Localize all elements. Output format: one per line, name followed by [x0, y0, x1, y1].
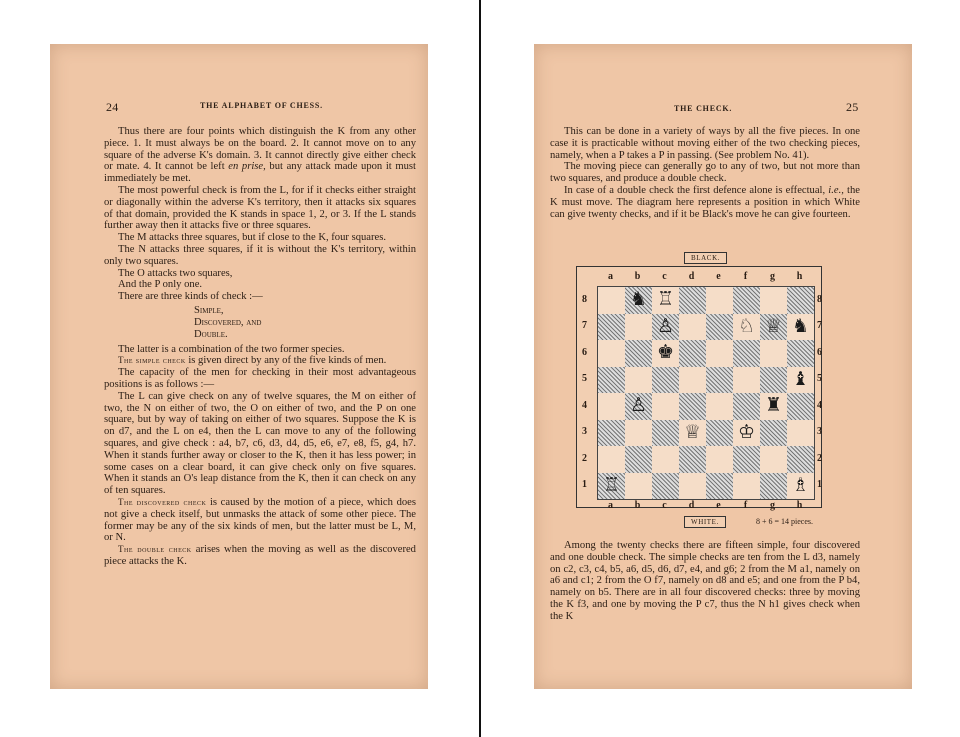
board-square-h4	[787, 393, 814, 420]
board-square-e3	[706, 420, 733, 447]
board-square-d2	[679, 446, 706, 473]
left-page-number: 24	[106, 100, 119, 114]
rank-label: 3	[817, 426, 822, 438]
file-label: h	[796, 500, 803, 511]
board-square-a8	[598, 287, 625, 314]
right-page-body-bottom	[550, 540, 860, 623]
rank-label: 4	[817, 399, 822, 411]
board-square-h7: ♞	[787, 314, 814, 341]
board-square-g4: ♜	[760, 393, 787, 420]
file-label: c	[662, 271, 667, 282]
board-square-e5	[706, 367, 733, 394]
board-square-f1	[733, 473, 760, 500]
board-square-a4	[598, 393, 625, 420]
board-square-f4	[733, 393, 760, 420]
rank-label: 5	[817, 373, 822, 385]
file-label: g	[770, 271, 775, 282]
board-square-b3	[625, 420, 652, 447]
paragraph: The double check arises when the moving as well as the discovered piece attacks the K.	[104, 544, 416, 567]
board-square-d5	[679, 367, 706, 394]
board-square-f2	[733, 446, 760, 473]
board-square-c5	[652, 367, 679, 394]
board-square-e6	[706, 340, 733, 367]
paragraph: The moving piece can generally go to any of two, but not more than two squares, and produce a double check.	[550, 161, 860, 185]
paragraph: The M attacks three squares, but if close to the K, four squares.	[118, 232, 386, 244]
board-square-c7: ♙	[652, 314, 679, 341]
board-square-h8	[787, 287, 814, 314]
board-label-black: BLACK.	[684, 252, 727, 264]
board-square-h6	[787, 340, 814, 367]
board-square-b1	[625, 473, 652, 500]
board-square-h3	[787, 420, 814, 447]
rank-label: 2	[817, 452, 822, 464]
page-divider	[479, 0, 481, 737]
right-page-body-top	[550, 126, 860, 220]
board-square-c1	[652, 473, 679, 500]
rank-label: 8	[582, 293, 587, 305]
paragraph: The simple check is given direct by any of the five kinds of men.	[118, 355, 387, 367]
paragraph: In case of a double check the first defence alone is effectual, i.e., the K must move. The diagram here represents a position in which White can give twenty checks, and if it be Black's move he can give fourteen.	[550, 184, 860, 220]
board-square-a6	[598, 340, 625, 367]
paragraph: Thus there are four points which distinguish the K from any other piece. 1. It must always be on the board. 2. It cannot move on to any square of the adverse K's domain. 3. It cannot directly give either check or mate. 4. It cannot be left en prise, but any attack made upon it must immediately be met.	[104, 126, 416, 185]
board-square-f8	[733, 287, 760, 314]
board-square-d4	[679, 393, 706, 420]
board-square-b4: ♙	[625, 393, 652, 420]
rank-labels-left	[582, 286, 587, 498]
board-square-e7	[706, 314, 733, 341]
chess-board	[597, 286, 815, 500]
board-square-e8	[706, 287, 733, 314]
rank-label: 1	[582, 479, 587, 491]
file-label: a	[608, 271, 613, 282]
paragraph: The O attacks two squares,	[118, 267, 233, 279]
board-square-e2	[706, 446, 733, 473]
board-square-g2	[760, 446, 787, 473]
board-square-c3	[652, 420, 679, 447]
list-item: Discovered, and	[194, 317, 262, 329]
board-square-d3: ♕	[679, 420, 706, 447]
file-label: b	[634, 500, 641, 511]
chess-diagram	[576, 266, 822, 511]
board-square-e1	[706, 473, 733, 500]
rank-label: 3	[582, 426, 587, 438]
board-square-b7	[625, 314, 652, 341]
board-square-a7	[598, 314, 625, 341]
rank-labels-right	[817, 286, 822, 498]
paragraph: This can be done in a variety of ways by all the five pieces. In one case it is practicable without moving either of the two checking pieces, namely, when a P takes a P in passing. (See problem No. 41).	[550, 126, 860, 161]
paragraph: The latter is a combination of the two former species.	[118, 343, 345, 355]
board-label-white: WHITE.	[684, 516, 726, 528]
board-square-c6: ♚	[652, 340, 679, 367]
board-square-g8	[760, 287, 787, 314]
board-square-g5	[760, 367, 787, 394]
board-square-c2	[652, 446, 679, 473]
paragraph: The discovered check is caused by the motion of a piece, which does not give a check itself, but unmasks the attack of some other piece. The former may be any of the six kinds of men, but the latter must be L, M, or N.	[104, 496, 416, 544]
rank-label: 7	[582, 320, 587, 332]
board-square-g6	[760, 340, 787, 367]
rank-label: 6	[817, 346, 822, 358]
board-square-a3	[598, 420, 625, 447]
file-label: f	[743, 500, 748, 511]
paragraph: The capacity of the men for checking in their most advantageous positions is as follows :—	[104, 367, 416, 390]
file-label: e	[716, 271, 721, 282]
paragraph: The N attacks three squares, if it is without the K's territory, within only two squares.	[104, 243, 416, 267]
file-labels-bottom	[597, 500, 813, 511]
board-square-f6	[733, 340, 760, 367]
board-square-g1	[760, 473, 787, 500]
board-square-d8	[679, 287, 706, 314]
board-square-g3	[760, 420, 787, 447]
rank-label: 6	[582, 346, 587, 358]
paragraph: The most powerful check is from the L, for if it checks either straight or diagonally within the adverse K's territory, then it attacks six squares of that domain, provided the K stands in space 1, 2, or 3. If the L stands further away then it attacks five or three squares.	[104, 184, 416, 232]
paragraph: The L can give check on any of twelve squares, the M on either of two, the N on either of two, the O on either of two, and the P on one square, but by way of taking on either of two squares. Suppose the K is on d7, and the L on e4, then the L can move to any of the following squares, and give check : a4, b7, c6, d3, d4, d5, e6, e7, e8, f5, g4, h7. When it stands further away or closer to the K, then it has less power; in some cases on a clear board, it can give check only on five squares. When it stands an O's leap distance from the K, then it can check on any of ten squares.	[104, 390, 416, 497]
board-square-d1	[679, 473, 706, 500]
left-page-body	[104, 126, 416, 568]
rank-label: 8	[817, 293, 822, 305]
file-label: g	[770, 500, 775, 511]
right-page-number: 25	[846, 100, 859, 114]
board-square-b8: ♞	[625, 287, 652, 314]
file-label: e	[716, 500, 721, 511]
check-kinds-list	[104, 305, 416, 342]
file-labels-top	[597, 271, 813, 282]
right-page	[534, 44, 912, 689]
board-square-d6	[679, 340, 706, 367]
rank-label: 7	[817, 320, 822, 332]
board-square-h1: ♗	[787, 473, 814, 500]
file-label: d	[688, 271, 695, 282]
board-square-c8: ♖	[652, 287, 679, 314]
board-square-f3: ♔	[733, 420, 760, 447]
board-square-b2	[625, 446, 652, 473]
file-label: c	[662, 500, 667, 511]
piece-count: 8 + 6 = 14 pieces.	[756, 517, 814, 526]
board-square-f5	[733, 367, 760, 394]
file-label: a	[608, 500, 613, 511]
board-square-e4	[706, 393, 733, 420]
rank-label: 1	[817, 479, 822, 491]
board-square-f7: ♘	[733, 314, 760, 341]
board-square-h5: ♝	[787, 367, 814, 394]
list-item: Double.	[194, 329, 228, 341]
board-square-a5	[598, 367, 625, 394]
left-page	[50, 44, 428, 689]
board-square-a1: ♖	[598, 473, 625, 500]
file-label: h	[796, 271, 803, 282]
left-page-header	[106, 100, 376, 115]
rank-label: 4	[582, 399, 587, 411]
left-running-head: THE ALPHABET OF CHESS.	[200, 101, 323, 110]
paragraph: Among the twenty checks there are fifteen simple, four discovered and one double check. The simple checks are ten from the L d3, namely on c2, c3, c4, b5, a6, d5, d6, d7, e4, and g6; 2 from the M a1, namely on a6 and c1; 2 from the O f7, namely on d8 and e5; and one from the P b4, namely on b5. There are in all four discovered checks: three by moving the K f3, and one by moving the P c7, thus the N h1 gives check when the K	[550, 540, 860, 622]
board-square-b5	[625, 367, 652, 394]
rank-label: 5	[582, 373, 587, 385]
board-square-c4	[652, 393, 679, 420]
board-square-d7	[679, 314, 706, 341]
paragraph: There are three kinds of check :—	[118, 291, 263, 303]
file-label: b	[634, 271, 641, 282]
board-square-a2	[598, 446, 625, 473]
list-item: Simple,	[194, 304, 224, 316]
file-label: f	[743, 271, 748, 282]
rank-label: 2	[582, 452, 587, 464]
board-square-h2	[787, 446, 814, 473]
board-square-b6	[625, 340, 652, 367]
right-running-head: THE CHECK.	[674, 104, 733, 113]
file-label: d	[688, 500, 695, 511]
board-square-g7: ♕	[760, 314, 787, 341]
paragraph: And the P only one.	[118, 279, 203, 291]
